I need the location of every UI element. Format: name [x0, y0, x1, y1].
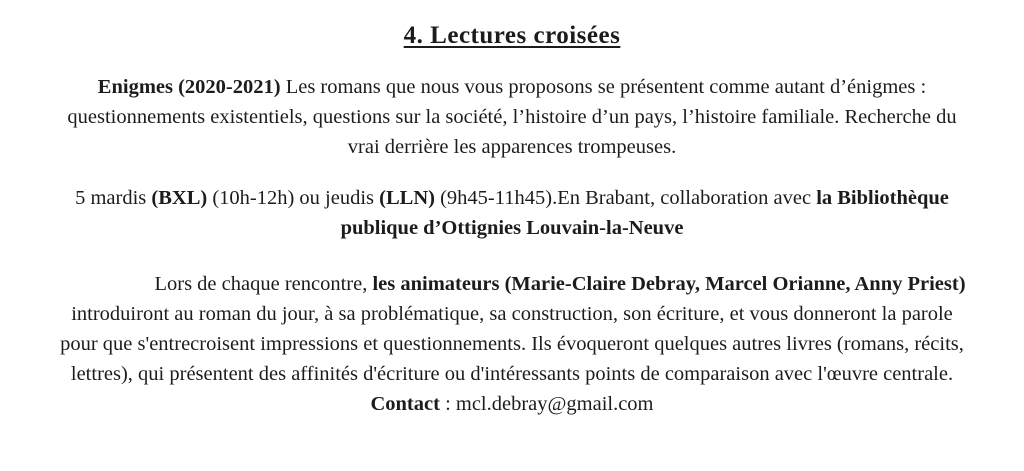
bold-text-segment: la Bibliothèque publique d’Ottignies Louvain-la-Neuve [340, 187, 949, 239]
text-segment: (10h-12h) ou jeudis [207, 187, 380, 209]
bold-text-segment: (LLN) [379, 187, 435, 209]
text-segment: (9h45-11h45).En Brabant, collaboration avec [434, 187, 817, 209]
text-segment: Les romans que nous vous proposons se présentent comme autant d’énigmes : questionnements existentiels, questions sur la société, l’histoire d’un pays, l’histoire familiale. Recherche du vrai derrière les apparences trompeuses. [67, 76, 957, 158]
text-segment: introduiront au roman du jour, à sa problématique, sa construction, son écriture, et vous donneront la parole pour que s'entrecroisent impressions et questionnements. Ils évoqueront quelques autres livres (romans, récits, lettres), qui présentent des affinités d'écriture ou d'intéressants points de comparaison avec l'œuvre centrale. [60, 303, 964, 385]
bold-text-segment: (BXL) [151, 187, 208, 209]
paragraph-horaires [56, 183, 968, 243]
bold-text-segment: Enigmes (2020-2021) [97, 76, 281, 98]
text-segment: : mcl.debray@gmail.com [439, 393, 654, 415]
paragraph-enigmes [56, 72, 968, 162]
text-segment: Lors de chaque rencontre, [154, 273, 373, 295]
bold-text-segment: Contact [370, 393, 440, 415]
text-segment: 5 mardis [75, 187, 152, 209]
page-title [56, 22, 968, 50]
paragraph-animateurs [56, 269, 968, 419]
bold-text-segment: les animateurs (Marie-Claire Debray, Marcel Orianne, Anny Priest) [372, 273, 966, 295]
page-title-text: 4. Lectures croisées [403, 22, 621, 49]
document-body [56, 72, 968, 419]
